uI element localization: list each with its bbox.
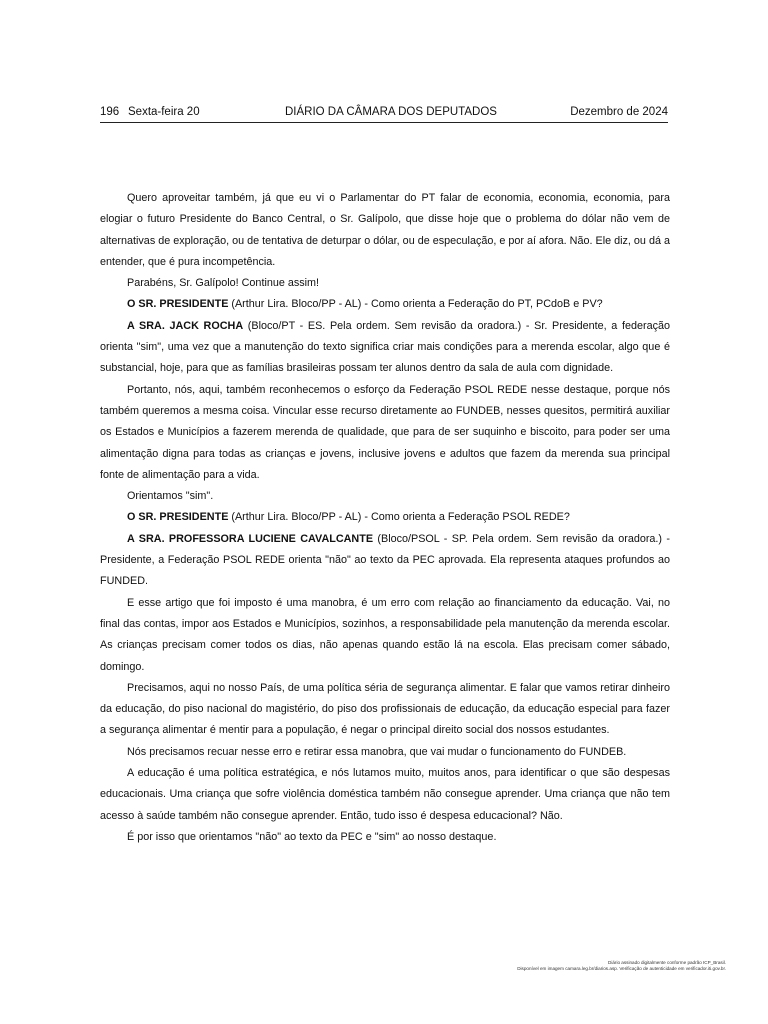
- header-date: Dezembro de 2024: [570, 106, 668, 118]
- paragraph: [100, 294, 670, 315]
- paragraph-text: (Bloco/PSOL - SP. Pela ordem. Sem revisão da oradora.) - Presidente, a Federação PSOL REDE orienta "não" ao texto da PEC aprovada. Ela representa ataques profundos ao FUNDED.: [100, 532, 670, 588]
- digital-signature-notice: [517, 960, 726, 972]
- paragraph: [100, 593, 670, 678]
- paragraph: [100, 507, 670, 528]
- paragraph-text: Quero aproveitar também, já que eu vi o Parlamentar do PT falar de economia, economia, economia, para elogiar o futuro Presidente do Banco Central, o Sr. Galípolo, que disse hoje que o problema do dólar não vem de alternativas de exploração, ou de tentativa de deturpar o dólar, ou de especulação, e por aí afora. Não. Ele diz, ou dá a entender, que é pura incompetência.: [100, 192, 670, 268]
- paragraph: [100, 316, 670, 380]
- paragraph-text: E esse artigo que foi imposto é uma manobra, é um erro com relação ao financiamento da educação. Vai, no final das contas, impor aos Estados e Municípios, sozinhos, a responsabilidade pela manutenção da merenda escolar. As crianças precisam comer todos os dias, não apenas quando estão lá na escola. Elas precisam comer sábado, domingo.: [100, 596, 670, 673]
- footer-line: Diário assinado digitalmente conforme padrão ICP_Brasil.: [608, 960, 726, 965]
- speaker-name: A SRA. PROFESSORA LUCIENE CAVALCANTE: [127, 532, 374, 545]
- paragraph-text: (Arthur Lira. Bloco/PP - AL) - Como orienta a Federação do PT, PCdoB e PV?: [228, 298, 603, 311]
- paragraph-text: Portanto, nós, aqui, também reconhecemos o esforço da Federação PSOL REDE nesse destaque, porque nós também queremos a mesma coisa. Vincular esse recurso diretamente ao FUNDEB, nesses quesitos, permitirá auxiliar os Estados e Municípios a fazerem merenda de qualidade, que para de ser suquinho e biscoito, para poder ser uma alimentação digna para todas as crianças e jovens, inclusive jovens e adultos que fazem da merenda sua principal fonte de alimentação para a vida.: [100, 383, 670, 481]
- paragraph: [100, 188, 670, 273]
- journal-title: DIÁRIO DA CÂMARA DOS DEPUTADOS: [285, 106, 497, 118]
- page-number: 196: [100, 106, 120, 118]
- paragraph: [100, 827, 670, 848]
- speaker-name: A SRA. JACK ROCHA: [127, 319, 244, 332]
- paragraph: [100, 763, 670, 827]
- paragraph-text: (Arthur Lira. Bloco/PP - AL) - Como orienta a Federação PSOL REDE?: [228, 511, 570, 524]
- paragraph-text: A educação é uma política estratégica, e nós lutamos muito, muitos anos, para identificar o que são despesas educacionais. Uma criança que sofre violência doméstica também não consegue aprender. Uma criança que não tem acesso à saúde também não consegue aprender. Então, tudo isso é despesa educacional? Não.: [100, 767, 670, 822]
- speaker-name: O SR. PRESIDENTE: [127, 298, 229, 311]
- header-day: Sexta-feira 20: [128, 106, 200, 118]
- paragraph: [100, 380, 670, 486]
- paragraph: [100, 529, 670, 593]
- paragraph: [100, 273, 670, 294]
- paragraph-text: Orientamos "sim".: [127, 490, 214, 503]
- paragraph-text: Precisamos, aqui no nosso País, de uma política séria de segurança alimentar. E falar que vamos retirar dinheiro da educação, do piso nacional do magistério, do piso dos profissionais de educação, da educação especial para fazer a segurança alimentar é mentir para a população, é negar o principal direito social dos nossos estudantes.: [100, 681, 670, 737]
- page-header: [100, 106, 668, 123]
- paragraph: [100, 486, 670, 507]
- footer-line: Disponível em imagem camara.leg.br/diarios.asp. Verificação de autenticidade em verificador.iti.gov.br.: [517, 966, 726, 971]
- paragraph-text: Nós precisamos recuar nesse erro e retirar essa manobra, que vai mudar o funcionamento do FUNDEB.: [127, 745, 627, 758]
- paragraph: [100, 742, 670, 763]
- paragraph-text: Parabéns, Sr. Galípolo! Continue assim!: [127, 277, 320, 290]
- paragraph: [100, 678, 670, 742]
- speech-body: [100, 188, 670, 848]
- paragraph-text: É por isso que orientamos "não" ao texto da PEC e "sim" ao nosso destaque.: [127, 830, 497, 843]
- speaker-name: O SR. PRESIDENTE: [127, 511, 229, 524]
- paragraph-text: (Bloco/PT - ES. Pela ordem. Sem revisão da oradora.) - Sr. Presidente, a federação orienta "sim", uma vez que a manutenção do texto significa criar mais condições para a merenda escolar, algo que é substancial, hoje, para que as famílias brasileiras possam ter alunos dentro da sala de aula com dignidade.: [100, 319, 670, 375]
